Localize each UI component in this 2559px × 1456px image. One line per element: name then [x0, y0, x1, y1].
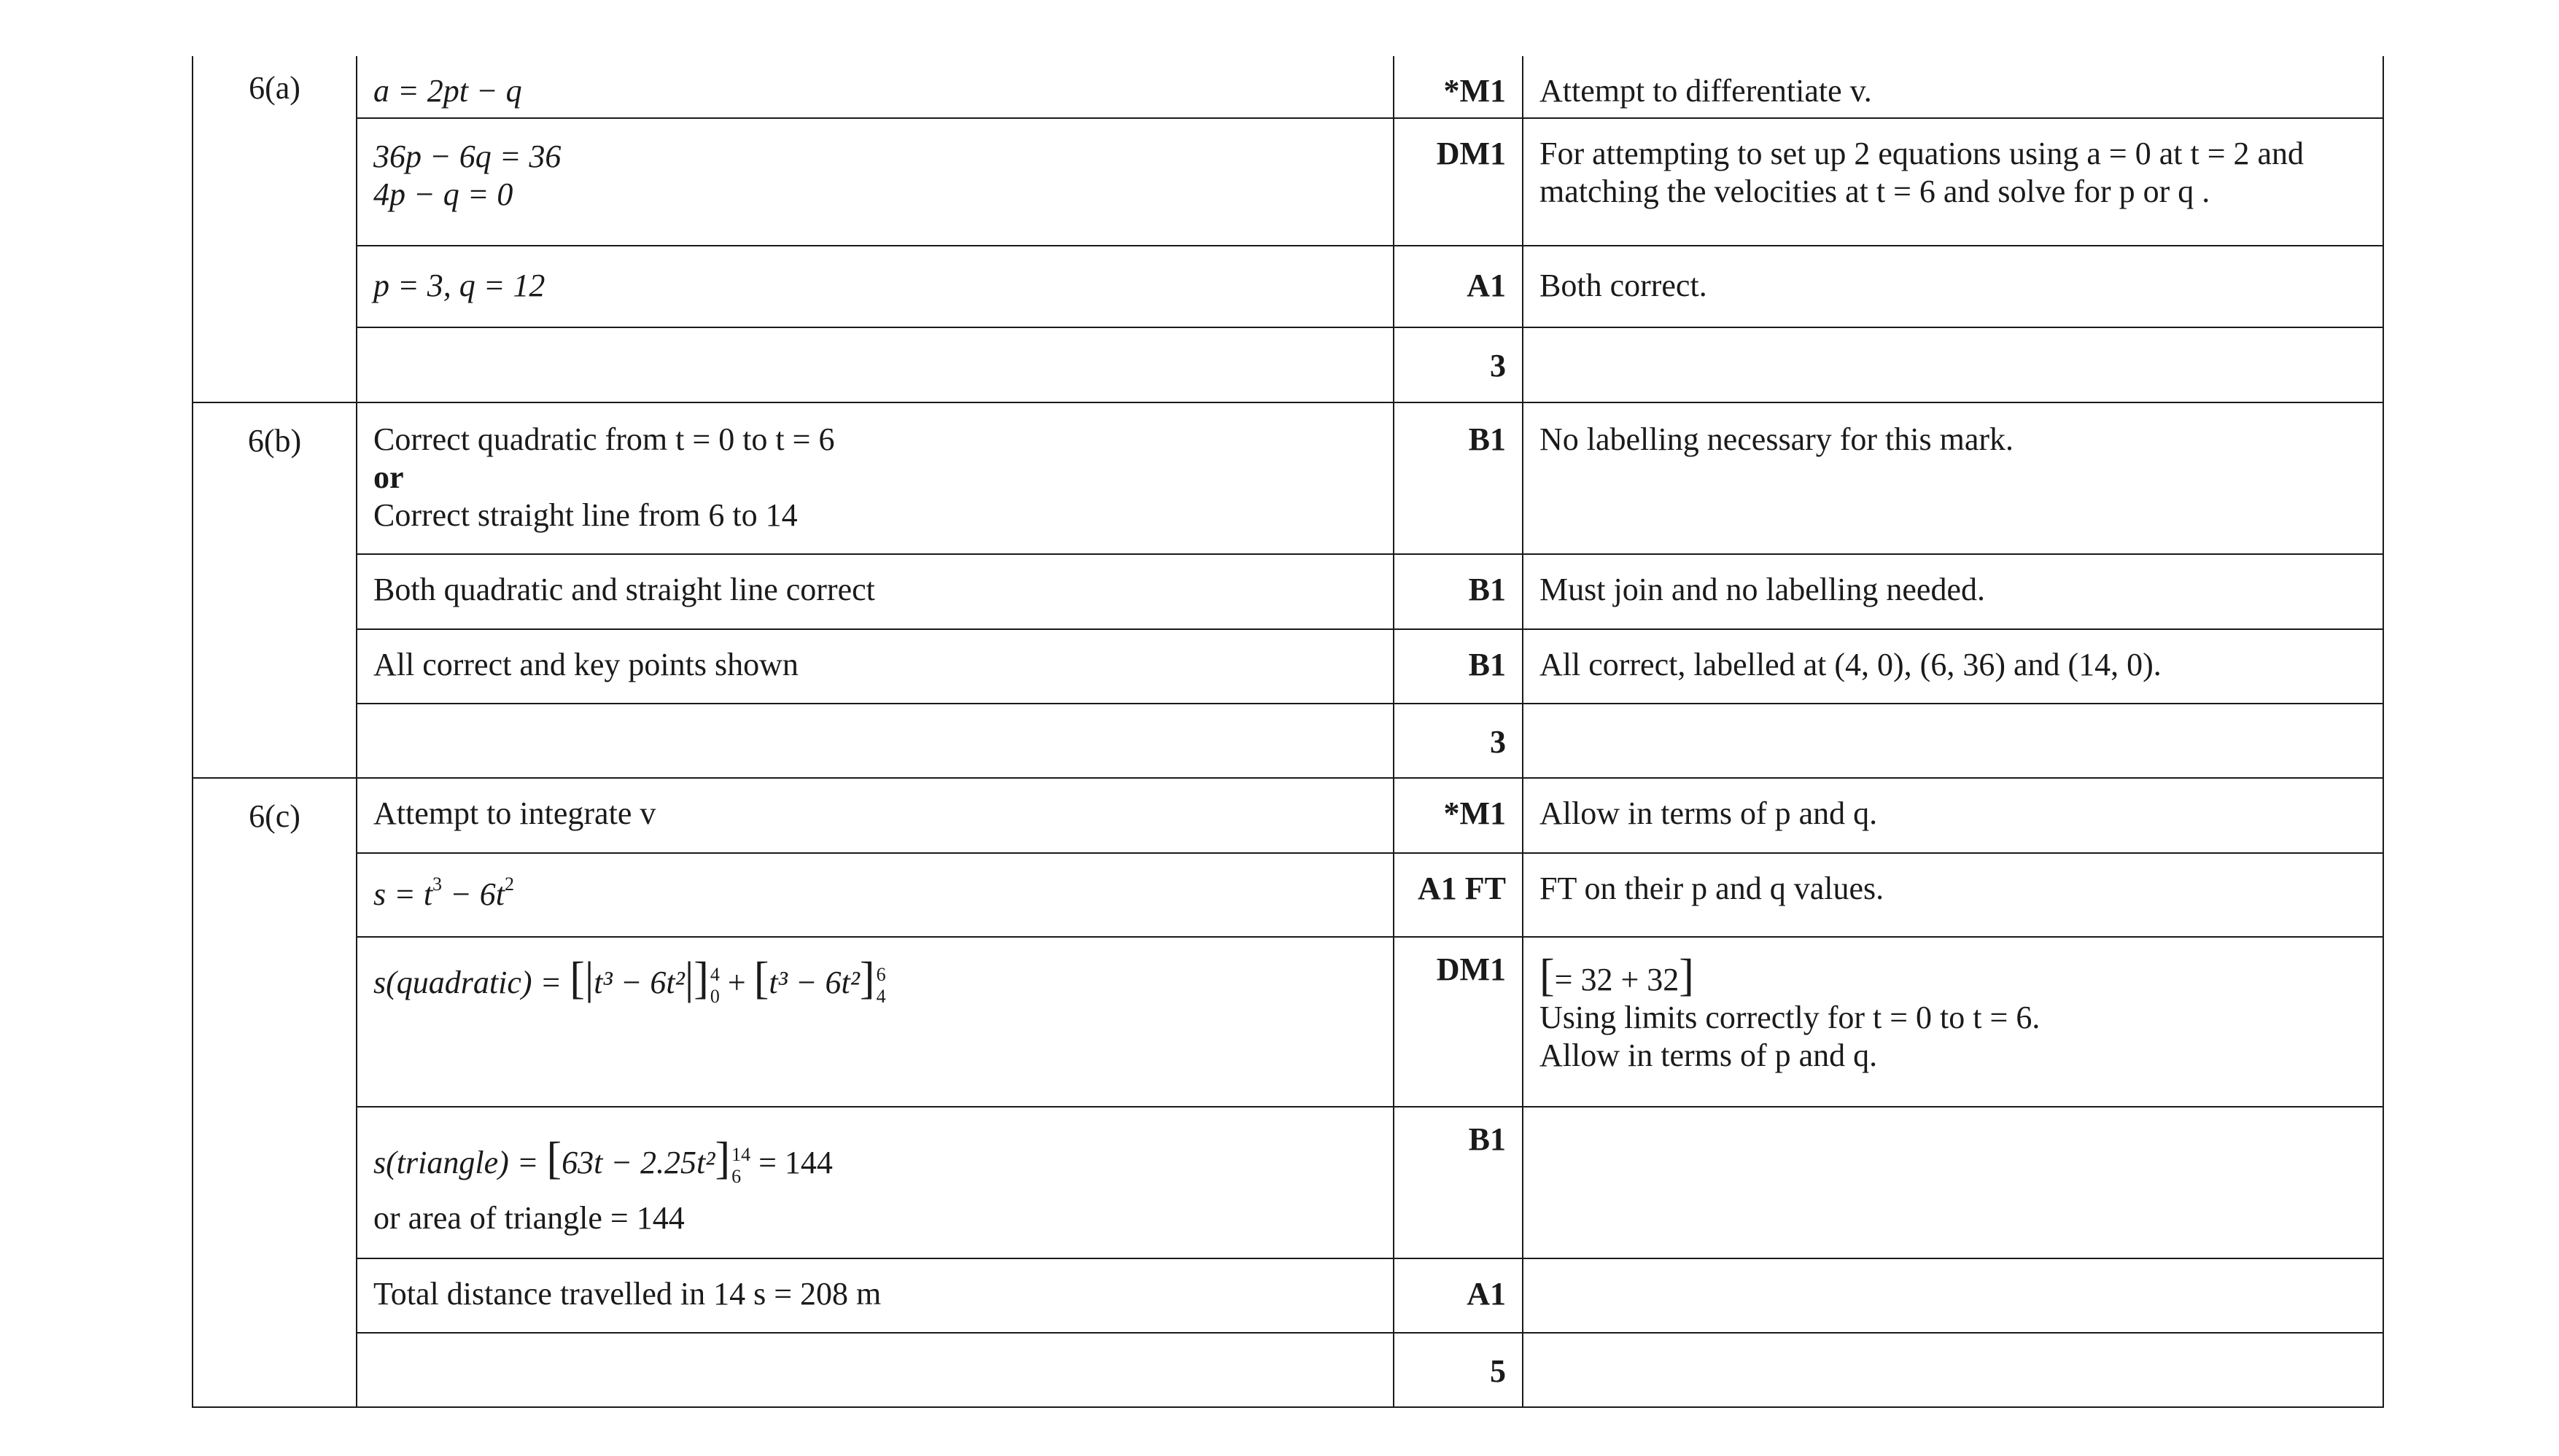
mark-cell: A1: [1394, 1258, 1523, 1333]
question-number: 6(a): [193, 56, 357, 402]
table-row: [193, 554, 2383, 629]
guidance-cell: Both correct.: [1523, 246, 2383, 327]
guidance-cell: [1523, 1333, 2383, 1407]
mark-cell: B1: [1394, 1107, 1523, 1258]
answer-cell: 36p − 6q = 36 4p − q = 0: [357, 118, 1394, 246]
total-mark: 3: [1394, 704, 1523, 778]
table-row: [193, 1107, 2383, 1258]
guidance-cell: All correct, labelled at (4, 0), (6, 36) and (14, 0).: [1523, 629, 2383, 704]
mark-cell: A1 FT: [1394, 853, 1523, 937]
mark-cell: *M1: [1394, 778, 1523, 853]
table-row: [193, 118, 2383, 246]
answer-cell: s(quadratic) = [|t³ − 6t²|] 4 0 + [t³ − 6t²] 6 4: [357, 937, 1394, 1107]
question-number: 6(b): [193, 402, 357, 778]
guidance-cell: [1523, 1107, 2383, 1258]
table-row: [193, 56, 2383, 118]
guidance-cell: [1523, 327, 2383, 402]
table-row: [193, 246, 2383, 327]
guidance-cell: [= 32 + 32] Using limits correctly for t = 0 to t = 6. Allow in terms of p and q.: [1523, 937, 2383, 1107]
mark-cell: B1: [1394, 402, 1523, 554]
answer-cell: s(triangle) = [63t − 2.25t²] 14 6 = 144 or area of triangle = 144: [357, 1107, 1394, 1258]
mark-cell: DM1: [1394, 937, 1523, 1107]
guidance-cell: No labelling necessary for this mark.: [1523, 402, 2383, 554]
table-row: [193, 402, 2383, 554]
table-row: [193, 1333, 2383, 1407]
answer-cell: a = 2pt − q: [357, 56, 1394, 118]
table-row: [193, 853, 2383, 937]
guidance-cell: For attempting to set up 2 equations using a = 0 at t = 2 and matching the velocities at t = 6 and solve for p or q .: [1523, 118, 2383, 246]
answer-cell: p = 3, q = 12: [357, 246, 1394, 327]
mark-cell: B1: [1394, 554, 1523, 629]
guidance-cell: [1523, 1258, 2383, 1333]
answer-cell: Total distance travelled in 14 s = 208 m: [357, 1258, 1394, 1333]
table-row: [193, 1258, 2383, 1333]
question-number: 6(c): [193, 778, 357, 1407]
answer-cell: Both quadratic and straight line correct: [357, 554, 1394, 629]
total-mark: 5: [1394, 1333, 1523, 1407]
answer-cell: [357, 327, 1394, 402]
guidance-cell: Attempt to differentiate v.: [1523, 56, 2383, 118]
answer-cell: [357, 704, 1394, 778]
mark-cell: DM1: [1394, 118, 1523, 246]
table-row: [193, 937, 2383, 1107]
table-row: [193, 629, 2383, 704]
table-row: [193, 704, 2383, 778]
total-mark: 3: [1394, 327, 1523, 402]
guidance-cell: Must join and no labelling needed.: [1523, 554, 2383, 629]
answer-cell: Correct quadratic from t = 0 to t = 6 or Correct straight line from 6 to 14: [357, 402, 1394, 554]
guidance-cell: Allow in terms of p and q.: [1523, 778, 2383, 853]
guidance-cell: FT on their p and q values.: [1523, 853, 2383, 937]
answer-cell: [357, 1333, 1394, 1407]
answer-cell: $s = t^3 - 6t^2$: [357, 853, 1394, 937]
table-row: [193, 327, 2383, 402]
mark-scheme-table: [192, 56, 2384, 1408]
answer-cell: All correct and key points shown: [357, 629, 1394, 704]
answer-cell: Attempt to integrate v: [357, 778, 1394, 853]
mark-cell: *M1: [1394, 56, 1523, 118]
mark-cell: B1: [1394, 629, 1523, 704]
guidance-cell: [1523, 704, 2383, 778]
mark-cell: A1: [1394, 246, 1523, 327]
table-row: [193, 778, 2383, 853]
